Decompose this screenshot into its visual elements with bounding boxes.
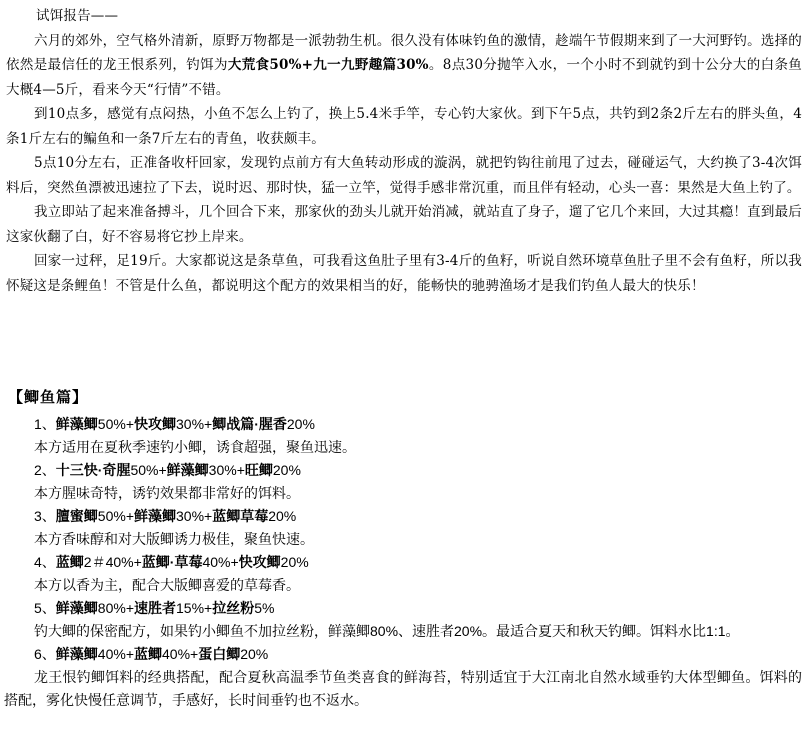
recipe-number: 1、 [34,416,56,432]
report-paragraph-4: 我立即站了起来准备搏斗，几个回合下来，那家伙的劲头儿就开始消减，就站直了身子，遛了它几个来回，大过其瘾！直到最后这家伙翻了白，好不容易将它抄上岸来。 [6,204,802,245]
bait-name: 鲫战篇·腥香 [212,416,287,432]
bait-name: 拉丝粉 [212,600,255,616]
report-heading: 试饵报告—— [36,8,119,24]
section-title: 【鲫鱼篇】 [8,389,89,406]
bait-name: 鲜藻鲫 [134,508,176,524]
bait-name: 旺鲫 [244,462,273,478]
report-paragraph-5: 回家一过秤，足19斤。大家都说这是条草鱼，可我看这鱼肚子里有3-4斤的鱼籽，听说自然环境草鱼肚子里不会有鱼籽，所以我怀疑这是条鲤鱼！不管是什么鱼，都说明这个配方的效果相当的好，能畅快的驰骋渔场才是我们钓鱼人最大的快乐！ [6,253,802,294]
recipe-title [4,413,802,436]
recipe-item [4,505,802,551]
bait-ratio: 20% [280,554,309,570]
recipe-title [4,505,802,528]
bait-name: 鲜藻鲫 [55,646,98,662]
crucian-recipes [4,386,802,712]
recipe-item [4,551,802,597]
bait-name: 鲜藻鲫 [166,462,209,478]
recipe-number: 2、 [34,462,56,478]
report-paragraph-3: 5点10分左右，正准备收杆回家，发现钓点前方有大鱼转动形成的漩涡，就把钓钩往前甩了过去，碰碰运气，大约换了3-4次饵料后，突然鱼漂被迅速拉了下去，说时迟、那时快，猛一立竿，觉得手感非常沉重，而且伴有轻动，心头一喜：果然是大鱼上钓了。 [6,155,802,196]
bait-name: 十三快·奇腥 [55,462,131,478]
bait-ratio: 50%+ [97,416,134,432]
recipe-description: 本方适用在夏秋季速钓小鲫，诱食超强，聚鱼迅速。 [34,439,356,455]
bait-name: 蛋白鲫 [198,646,241,662]
bait-name: 速胜者 [134,600,176,616]
recipe-number: 3、 [34,508,56,524]
bait-name: 蓝鲫·草莓 [141,554,203,570]
bait-name: 鲜藻鲫 [55,416,98,432]
bait-name: 快攻鲫 [134,416,176,432]
bait-name: 膻蜜鲫 [55,508,98,524]
bait-name: 鲜藻鲫 [55,600,98,616]
bait-ratio: 50%+ [97,508,134,524]
recipe-title [4,459,802,482]
bait-formula: 大荒食50%+九一九野趣篇30% [227,57,429,73]
recipe-title [4,643,802,666]
bait-ratio: 20% [240,646,269,662]
recipe-list [4,413,802,712]
recipe-title [4,551,802,574]
bait-name: 快攻鲫 [238,554,281,570]
trial-report [6,4,802,298]
bait-ratio: 40%+ [202,554,239,570]
bait-ratio: 20% [268,508,297,524]
recipe-item [4,459,802,505]
bait-ratio: 40%+ [97,646,134,662]
recipe-item [4,643,802,712]
recipe-description: 本方以香为主，配合大版鲫喜爱的草莓香。 [34,577,300,593]
bait-ratio: 30%+ [176,416,213,432]
bait-name: 蓝鲫 [55,554,84,570]
report-paragraph-1: 六月的郊外，空气格外清新，原野万物都是一派勃勃生机。很久没有体味钓鱼的激情，趁端午节假期来到了一大河野钓。选择的依然是最信任的龙王恨系列，钓饵为大荒食50%+九一九野趣篇30%。8点30分抛竿入水，一个小时不到就钓到十公分大的白条鱼大概4—5斤，看来今天“行情”不错。 [6,32,803,98]
recipe-description: 钓大鲫的保密配方，如果钓小鲫鱼不加拉丝粉，鲜藻鲫80%、速胜者20%。最适合夏天和秋天钓鲫。饵料水比1:1。 [34,623,740,639]
bait-ratio: 80%+ [97,600,134,616]
recipe-description: 龙王恨钓鲫饵料的经典搭配，配合夏秋高温季节鱼类喜食的鲜海苔，特别适宜于大江南北自然水域垂钓大体型鲫鱼。饵料的搭配，雾化快慢任意调节，手感好，长时间垂钓也不返水。 [4,669,802,708]
report-paragraph-2: 到10点多，感觉有点闷热，小鱼不怎么上钓了，换上5.4米手竿，专心钓大家伙。到下午5点，共钓到2条2斤左右的胖头鱼，4条1斤左右的鳊鱼和一条7斤左右的青鱼，收获颇丰。 [6,106,802,147]
bait-ratio: 20% [272,462,301,478]
recipe-item [4,597,802,643]
bait-name: 蓝鲫 [134,646,162,662]
recipe-title [4,597,802,620]
bait-ratio: 2＃40%+ [83,554,142,570]
recipe-number: 6、 [34,646,56,662]
bait-ratio: 20% [286,416,315,432]
recipe-description: 本方香味醇和对大版鲫诱力极佳，聚鱼快速。 [34,531,314,547]
bait-ratio: 40%+ [162,646,199,662]
recipe-description: 本方腥味奇特，诱钓效果都非常好的饵料。 [34,485,300,501]
bait-ratio: 50%+ [130,462,167,478]
bait-ratio: 5% [254,600,275,616]
bait-ratio: 15%+ [176,600,213,616]
bait-ratio: 30%+ [176,508,213,524]
bait-ratio: 30%+ [208,462,245,478]
recipe-number: 5、 [34,600,56,616]
recipe-item [4,413,802,459]
recipe-number: 4、 [34,554,56,570]
bait-name: 蓝鲫草莓 [212,508,269,524]
